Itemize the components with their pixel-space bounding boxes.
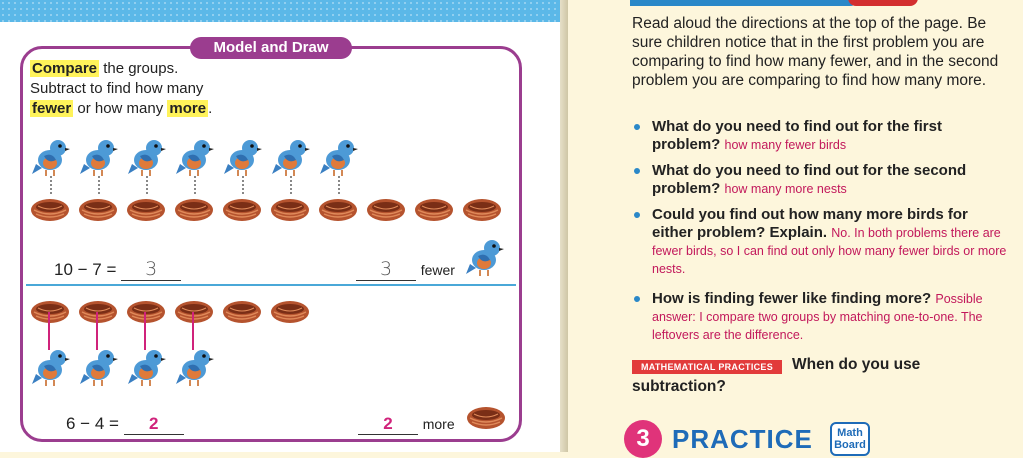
bird-icon: [126, 134, 166, 178]
practice-step-number: 3: [624, 420, 662, 458]
match-line: [98, 176, 100, 194]
top-decor-band: [0, 0, 566, 22]
question-4: How is finding fewer like finding more? Possible answer: I compare two groups by matching one-to-one. The leftovers are the difference.: [652, 290, 983, 342]
bird-icon: [30, 134, 70, 178]
question-2: What do you need to find out for the second problem? how many more nests: [652, 162, 967, 197]
nest-icon: [414, 196, 454, 222]
teacher-page: [568, 0, 1023, 452]
instruction-line-2: Subtract to find how many: [30, 80, 204, 97]
nest-icon: [78, 298, 118, 324]
nest-icon: [78, 196, 118, 222]
nest-icon: [318, 196, 358, 222]
header-banner: [630, 0, 860, 6]
nest-icon: [174, 298, 214, 324]
instruction-line-1: Compare the groups.: [32, 60, 179, 77]
nest-icon: [462, 196, 502, 222]
problem-divider: [26, 284, 516, 286]
match-line: [194, 176, 196, 194]
problem-1-fewer-answer[interactable]: 3: [356, 258, 416, 281]
bird-icon: [270, 134, 310, 178]
compare-highlight: Compare: [32, 60, 98, 77]
nest-icon: [126, 298, 166, 324]
intro-text: Read aloud the directions at the top of the page. Be sure children notice that in the first problem you are comparing to find how many fewer, and in the second problem you are comparing to find how many more.: [632, 15, 999, 89]
problem-2-answer[interactable]: 2: [124, 414, 184, 435]
match-line: [242, 176, 244, 194]
page-gutter: [560, 0, 568, 452]
match-line: [338, 176, 340, 194]
nest-icon: [270, 196, 310, 222]
more-highlight: more: [169, 100, 207, 117]
model-and-draw-tab: Model and Draw: [190, 37, 352, 59]
match-line: [290, 176, 292, 194]
practice-heading: PRACTICE: [672, 424, 813, 454]
bird-icon: [174, 344, 214, 388]
problem-1-equation: 10 − 7 = 3: [54, 258, 181, 281]
instruction-line-3: fewer or how many more .: [32, 100, 213, 117]
nest-icon: [30, 196, 70, 222]
nest-icon: [30, 298, 70, 324]
bullet: [634, 212, 640, 218]
bird-icon: [222, 134, 262, 178]
question-3: Could you find out how many more birds for either problem? Explain. No. In both problems there are fewer birds, so I can find out only how many fewer birds or more nests.: [652, 206, 1007, 276]
problem-1-answer[interactable]: 3: [121, 258, 181, 281]
bullet: [634, 168, 640, 174]
bird-icon: [126, 344, 166, 388]
mp-question: When do you use: [792, 356, 921, 373]
nest-icon: [466, 404, 506, 430]
fewer-highlight: fewer: [32, 100, 72, 117]
bird-icon: [78, 134, 118, 178]
match-line: [146, 176, 148, 194]
mathboard-icon: Math Board: [830, 422, 870, 456]
nest-icon: [270, 298, 310, 324]
bird-icon: [318, 134, 358, 178]
nest-icon: [222, 196, 262, 222]
header-badge: [848, 0, 918, 6]
bullet: [634, 124, 640, 130]
nest-icon: [366, 196, 406, 222]
problem-2-more: 2 more: [358, 414, 455, 435]
problem-2-equation: 6 − 4 = 2: [66, 414, 184, 435]
nest-icon: [126, 196, 166, 222]
problem-1-fewer: 3 fewer: [356, 258, 455, 281]
bird-icon: [30, 344, 70, 388]
problem-2-more-answer[interactable]: 2: [358, 414, 418, 435]
mp-question-continued: subtraction?: [632, 378, 726, 395]
mathematical-practices-badge: MATHEMATICAL PRACTICES: [632, 360, 782, 374]
match-line: [50, 176, 52, 194]
bird-icon: [78, 344, 118, 388]
bullet: [634, 296, 640, 302]
bird-icon: [464, 234, 504, 278]
nest-icon: [222, 298, 262, 324]
bird-icon: [174, 134, 214, 178]
nest-icon: [174, 196, 214, 222]
question-1: What do you need to find out for the first problem? how many fewer birds: [652, 118, 942, 153]
